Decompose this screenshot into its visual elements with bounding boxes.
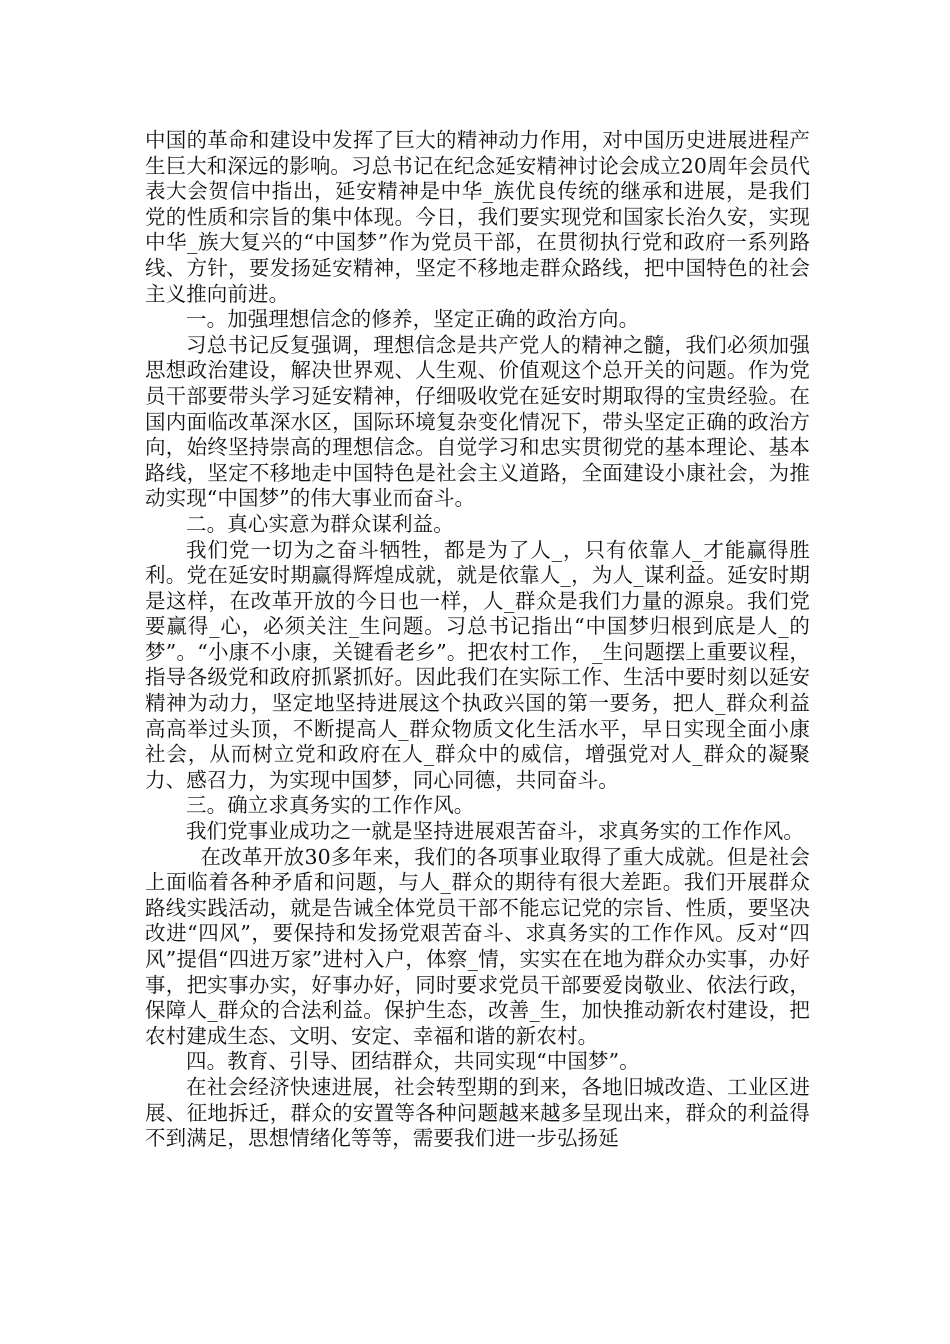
section-heading: 三。确立求真务实的工作作风。 [186,793,475,818]
body-paragraph: 中国的革命和建设中发挥了巨大的精神动力作用，对中国历史进展进程产生巨大和深远的影响。习总书记在纪念延安精神讨论会成立20周年会员代表大会贺信中指出，延安精神是中华_族优良传统的继承和进展，是我们党的性质和宗旨的集中体现。今日，我们要实现党和国家长治久安，实现中华_族大复兴的“中国梦”作为党员干部，在贯彻执行党和政府一系列路线、方针，要发扬延安精神，坚定不移地走群众路线，把中国特色的社会主义推向前进。 [145,128,810,306]
body-paragraph: 习总书记反复强调，理想信念是共产党人的精神之髓，我们必须加强思想政治建设，解决世界观、人生观、价值观这个总开关的问题。作为党员干部要带头学习延安精神，仔细吸收党在延安时期取得的宝贵经验。在国内面临改革深水区，国际环境复杂变化情况下，带头坚定正确的政治方向，始终坚持崇高的理想信念。自觉学习和忠实贯彻党的基本理论、基本路线，坚定不移地走中国特色是社会主义道路，全面建设小康社会，为推动实现“中国梦”的伟大事业而奋斗。 [145,332,810,511]
document-page [145,128,810,1152]
body-paragraph: 我们党事业成功之一就是坚持进展艰苦奋斗，求真务实的工作作风。 [186,819,804,844]
body-paragraph: 在改革开放30多年来，我们的各项事业取得了重大成就。但是社会上面临着各种矛盾和问题，与人_群众的期待有很大差距。我们开展群众路线实践活动，就是告诫全体党员干部不能忘记党的宗旨、性质，要坚决改进“四风”，要保持和发扬党艰苦奋斗、求真务实的工作作风。反对“四风”提倡“四进万家”进村入户，体察_情，实实在在地为群众办实事，办好事，把实事办实，好事办好，同时要求党员干部要爱岗敬业、依法行政，保障人_群众的合法利益。保护生态，改善_生，加快推动新农村建设，把农村建成生态、文明、安定、幸福和谐的新农村。 [145,844,810,1048]
body-paragraph: 在社会经济快速进展，社会转型期的到来，各地旧城改造、工业区进展、征地拆迁，群众的安置等各种问题越来越多呈现出来，群众的利益得不到满足，思想情绪化等等，需要我们进一步弘扬延 [145,1074,810,1151]
section-heading: 二。真心实意为群众谋利益。 [186,511,454,536]
section-heading: 一。加强理想信念的修养，坚定正确的政治方向。 [186,307,640,332]
body-paragraph: 我们党一切为之奋斗牺牲，都是为了人_，只有依靠人_才能赢得胜利。党在延安时期赢得辉煌成就，就是依靠人_，为人_谋利益。延安时期是这样，在改革开放的今日也一样，人_群众是我们力量的源泉。我们党要赢得_心，必须关注_生问题。习总书记指出“中国梦归根到底是人_的梦”。“小康不小康，关键看老乡”。把农村工作，_生问题摆上重要议程，指导各级党和政府抓紧抓好。因此我们在实际工作、生活中要时刻以延安精神为动力，坚定地坚持进展这个执政兴国的第一要务，把人_群众利益高高举过头顶，不断提高人_群众物质文化生活水平，早日实现全面小康社会，从而树立党和政府在人_群众中的威信，增强党对人_群众的凝聚力、感召力，为实现中国梦，同心同德，共同奋斗。 [145,537,810,792]
section-heading: 四。教育、引导、团结群众，共同实现“中国梦”。 [186,1049,640,1074]
